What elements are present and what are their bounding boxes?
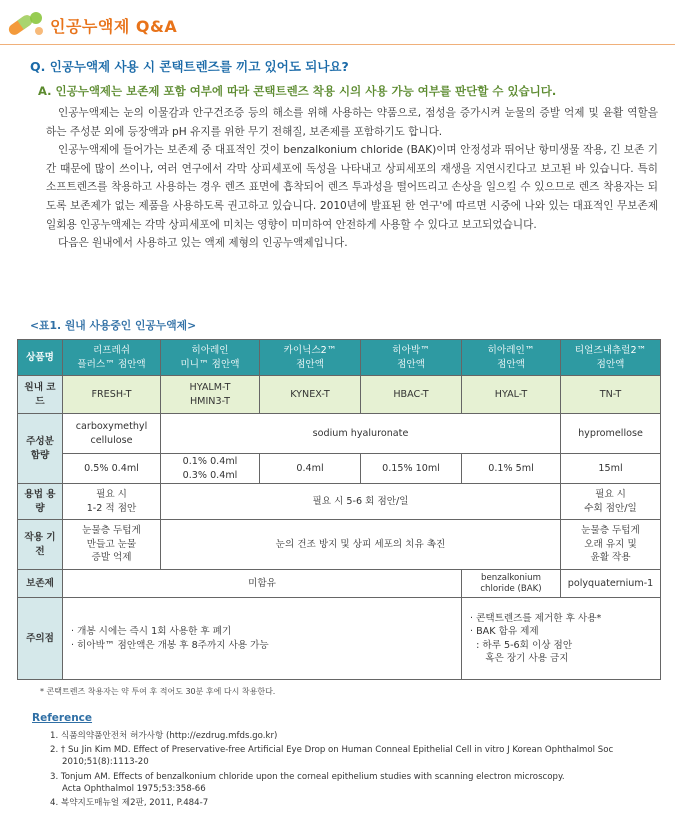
table-cell: polyquaternium-1: [561, 570, 661, 598]
answer-body: [46, 104, 658, 253]
table-cell: HBAC-T: [361, 376, 462, 414]
row-header: 주성분 함량: [18, 414, 63, 484]
table-cell: 0.5% 0.4ml: [63, 454, 161, 484]
table-cell: 필요 시 5-6 회 점안/일: [161, 484, 561, 520]
row-header: 보존제: [18, 570, 63, 598]
table-cell: 0.1% 5ml: [462, 454, 561, 484]
table-cell: HYAL-T: [462, 376, 561, 414]
pill-capsule-icon: [6, 6, 46, 42]
row-header: 원내 코드: [18, 376, 63, 414]
table-cell: KYNEX-T: [260, 376, 361, 414]
table-row: [18, 454, 661, 484]
column-header: 히아레인 미니™ 점안액: [161, 340, 260, 376]
list-item: 1. 식품의약품안전처 허가사항 (http://ezdrug.mfds.go.kr): [50, 731, 278, 741]
table-cell: · 개봉 시에는 즉시 1회 사용한 후 폐기 · 히아박™ 점안액은 개봉 후 8주까지 사용 가능: [63, 598, 462, 680]
row-header: 작용 기전: [18, 520, 63, 570]
table-cell: carboxymethyl cellulose: [63, 414, 161, 454]
table-cell: 0.4ml: [260, 454, 361, 484]
table-cell: 필요 시 수회 점안/일: [561, 484, 661, 520]
row-header: 주의점: [18, 598, 63, 680]
list-item: 3. Tonjum AM. Effects of benzalkonium chloride upon the corneal epithelium studies with scanning electron microscopy. Acta Ophthalmol 1975;53:358-66: [50, 771, 565, 794]
column-header: 카이닉스2™ 점안액: [260, 340, 361, 376]
table-cell: 미함유: [63, 570, 462, 598]
table-row: [18, 376, 661, 414]
table-footnote: * 콘택트렌즈 착용자는 약 투여 후 적어도 30분 후에 다시 착용한다.: [40, 687, 276, 696]
table-header-row: [18, 340, 661, 376]
table-cell: 15ml: [561, 454, 661, 484]
reference-heading: Reference: [32, 712, 93, 724]
table-row: [18, 570, 661, 598]
paragraph: 인공누액제는 눈의 이물감과 안구건조증 등의 해소를 위해 사용하는 약품으로, 점성을 증가시켜 눈물의 증발 억제 및 윤활 역할을 하는 주성분 외에 등장액과 pH 유지를 위한 무기 전해질, 보존제를 포함하기도 합니다.: [46, 107, 658, 138]
column-header: 히아레인™ 점안액: [462, 340, 561, 376]
table-cell: 0.1% 0.4ml 0.3% 0.4ml: [161, 454, 260, 484]
table-cell: 눈물층 두텁게 만들고 눈물 증발 억제: [63, 520, 161, 570]
table-cell: HYALM-T HMIN3-T: [161, 376, 260, 414]
table-row: [18, 598, 661, 680]
eye-drop-table: [17, 339, 661, 680]
column-header: 리프레쉬 플러스™ 점안액: [63, 340, 161, 376]
paragraph: 인공누액제에 들어가는 보존제 중 대표적인 것이 benzalkonium chloride (BAK)이며 안정성과 뛰어난 항미생물 작용, 긴 보존 기간 때문에 많이 쓰이나, 여러 연구에서 각막 상피세포에 독성을 나타내고 상피세포의 재생을 지연시킨다고 보고된 바 있습니다. 특히 소프트렌즈를 착용하고 사용하는 경우 렌즈 표면에 흡착되어 렌즈 투과성을 떨어뜨리고 손상을 일으킬 수 있으므로 렌즈 착용자는 되도록 보존제가 없는 제품을 사용하도록 권고하고 있습니다. 2010년에 발표된 한 연구'에 따르면 시중에 나와 있는 대표적인 무보존제 일회용 인공누액제는 각막 상피세포에 미치는 영향이 미미하여 안전하게 사용할 수 있다고 보고되었습니다.: [46, 144, 658, 231]
table-cell: 눈의 건조 방지 및 상피 세포의 치유 촉진: [161, 520, 561, 570]
question-text: Q. 인공누액제 사용 시 콘택트렌즈를 끼고 있어도 되나요?: [30, 59, 349, 74]
table-row: [18, 414, 661, 454]
header-divider: [0, 44, 675, 45]
table-cell: benzalkonium chloride (BAK): [462, 570, 561, 598]
column-header: 상품명: [18, 340, 63, 376]
table-cell: TN-T: [561, 376, 661, 414]
table-cell: 필요 시 1-2 적 점안: [63, 484, 161, 520]
reference-list: [50, 730, 662, 811]
list-item: 2. † Su Jin Kim MD. Effect of Preservative-free Artificial Eye Drop on Human Conneal Epithelial Cell in vitro J Korean Ophthalmol Soc 2010;51(8):1113-20: [50, 745, 614, 768]
table-cell: hypromellose: [561, 414, 661, 454]
table-row: [18, 484, 661, 520]
table-cell: 0.15% 10ml: [361, 454, 462, 484]
column-header: 히아박™ 점안액: [361, 340, 462, 376]
table-cell: FRESH-T: [63, 376, 161, 414]
table-cell: sodium hyaluronate: [161, 414, 561, 454]
page-title: 인공누액제 Q&A: [50, 17, 178, 36]
table-caption: <표1. 원내 사용중인 인공누액제>: [30, 319, 197, 332]
table-cell: · 콘택트렌즈를 제거한 후 사용* · BAK 함유 제제 : 하루 5-6회 이상 점안 혹은 장기 사용 금지: [462, 598, 661, 680]
table-cell: 눈물층 두텁게 오래 유지 및 윤활 작용: [561, 520, 661, 570]
table-row: [18, 520, 661, 570]
list-item: 4. 복약지도매뉴얼 제2판, 2011, P.484-7: [50, 798, 209, 809]
document-header: [0, 0, 675, 48]
row-header: 용법 용량: [18, 484, 63, 520]
answer-summary: A. 인공누액제는 보존제 포함 여부에 따라 콘택트렌즈 착용 시의 사용 가능 여부를 판단할 수 있습니다.: [38, 84, 557, 98]
column-header: 티얼즈내츄럴2™ 점안액: [561, 340, 661, 376]
paragraph: 다음은 원내에서 사용하고 있는 액제 제형의 인공누액제입니다.: [58, 237, 348, 250]
